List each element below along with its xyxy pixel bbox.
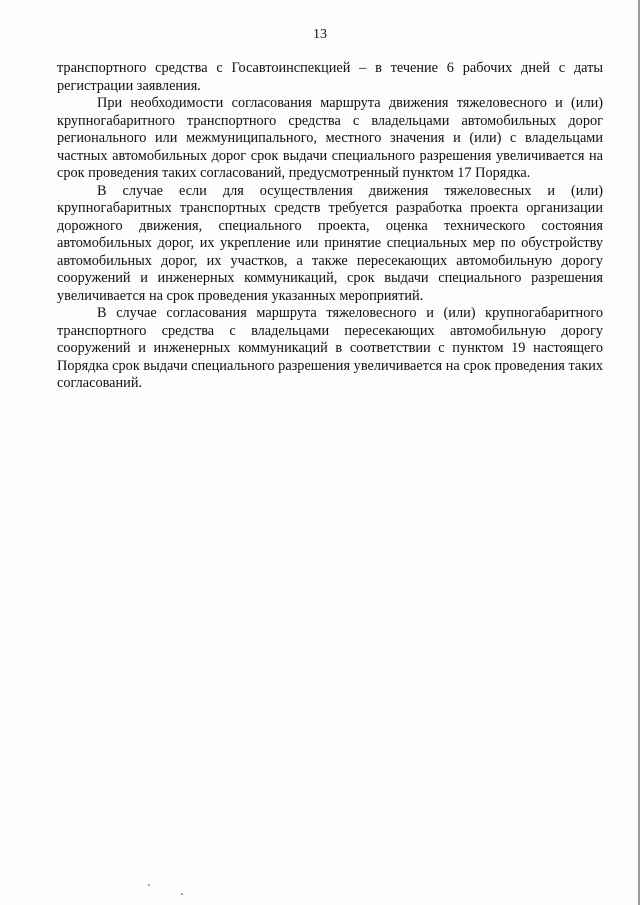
document-body (57, 60, 603, 393)
scan-speck (181, 893, 183, 895)
paragraph-special-project: В случае если для осуществления движения тяжеловесных и (или) крупногабаритных транспортных средств требуется разработка проекта организации дорожного движения, специального проекта, оценка технического состояния автомобильных дорог, их укрепление или принятие специальных мер по обустройству автомобильных дорог, их участков, а также пересекающих автомобильную дорогу сооружений и инженерных коммуникаций, срок выдачи специального разрешения увеличивается на срок проведения указанных мероприятий. (57, 182, 603, 304)
paragraph-continuation: транспортного средства с Госавтоинспекцией – в течение 6 рабочих дней с даты регистрации заявления. (57, 60, 603, 94)
paragraph-crossing-structures: В случае согласования маршрута тяжеловесного и (или) крупногабаритного транспортного средства с владельцами пересекающих автомобильную дорогу сооружений и инженерных коммуникаций в соответствии с пунктом 19 настоящего Порядка срок выдачи специального разрешения увеличивается на срок проведения таких согласований. (57, 305, 603, 391)
scan-speck (148, 884, 150, 886)
page-number: 13 (313, 27, 327, 42)
paragraph-route-approval: При необходимости согласования маршрута движения тяжеловесного и (или) крупногабаритного транспортного средства с владельцами автомобильных дорог регионального или межмуниципального, местного значения и (или) с владельцами частных автомобильных дорог срок выдачи специального разрешения увеличивается на срок проведения таких согласований, предусмотренный пунктом 17 Порядка. (57, 95, 603, 181)
